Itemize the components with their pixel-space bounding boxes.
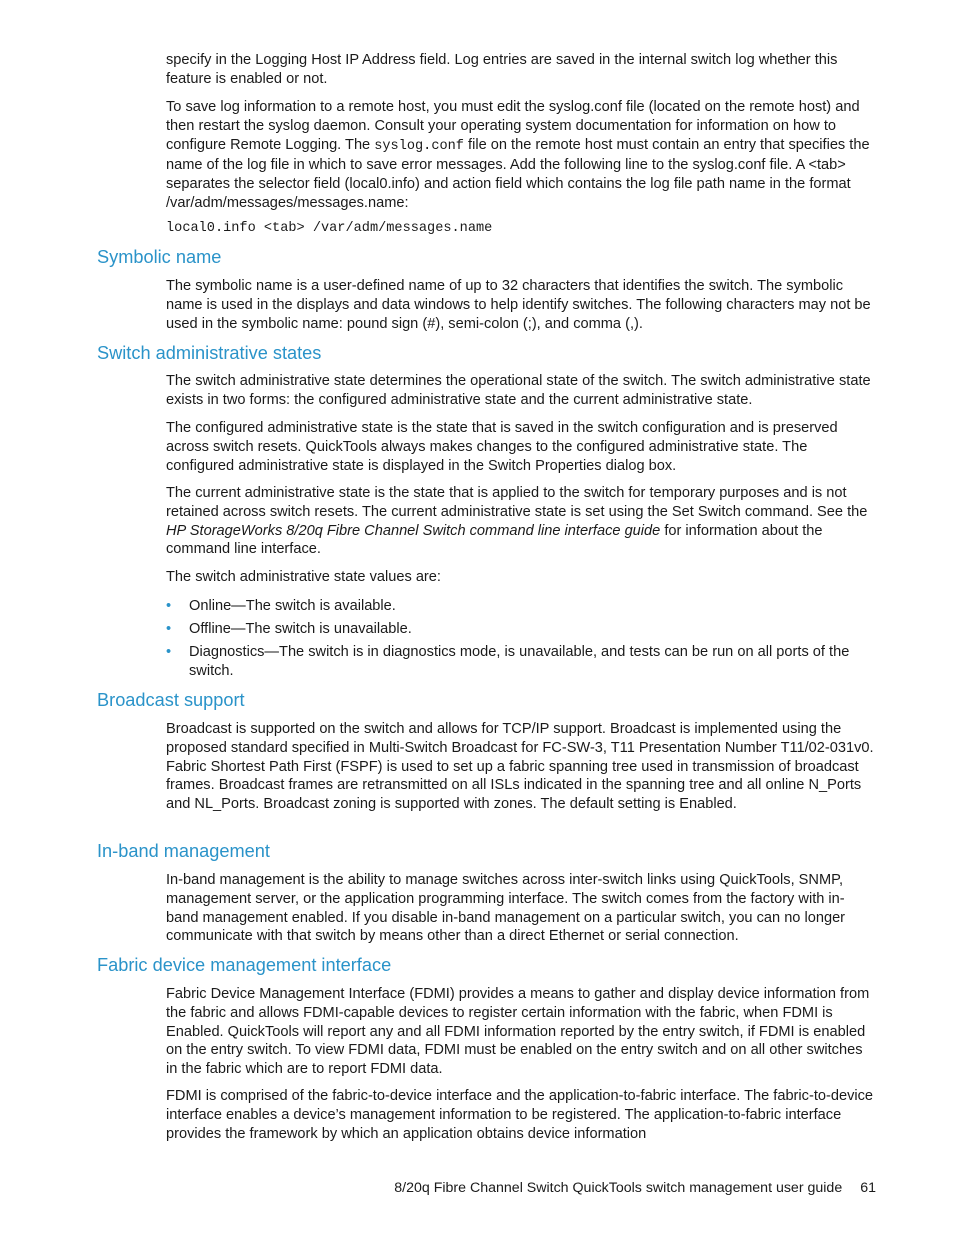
heading-fdmi: Fabric device management interface [97, 955, 392, 975]
list-item [166, 620, 874, 639]
fdmi-paragraph-1: Fabric Device Management Interface (FDMI) provides a means to gather and display device information from the fabric and allows FDMI-capable devices to register certain information with the fabric, when FDMI is Enabled. QuickTools will report any and all FDMI information reported by the entry switch, if FDMI is enabled on the entry switch. To view FDMI data, FDMI must be enabled on the entry switch and on all other switches in the fabric which are to report FDMI data. [166, 986, 870, 1078]
list-item [166, 643, 874, 681]
page-footer [394, 1179, 876, 1197]
list-item-text: Diagnostics—The switch is in diagnostics mode, is unavailable, and tests can be run on all ports of the switch. [189, 644, 850, 679]
heading-admin-states: Switch administrative states [97, 343, 322, 363]
intro-paragraph-2-end: file on the remote host must contain an entry that specifies the name of the log file in which to save error messages. Add the following line to the syslog.conf file. A <tab> separates the selector field (local0.info) and action field which contains the log file path name in the format /var/adm/messages/messages.name: [166, 136, 870, 211]
intro-paragraph-2-start: To save log information to a remote host, you must edit the syslog.conf file (located on the remote host) and then restart the syslog daemon. Consult your operating system documentation for information on how to configure Remote Logging. The [166, 99, 860, 153]
symbolic-paragraph: The symbolic name is a user-defined name of up to 32 characters that identifies the switch. The symbolic name is used in the displays and data windows to help identify switches. The following characters may not be used in the symbolic name: pound sign (#), semi-colon (;), and comma (,). [166, 278, 871, 332]
admin-state-list [166, 597, 874, 685]
list-item-text: Offline—The switch is unavailable. [189, 621, 412, 638]
bullet-icon: • [166, 644, 172, 661]
admin-paragraph-2: The configured administrative state is the state that is saved in the switch configuration and is preserved across switch resets. QuickTools always makes changes to the configured administrative state. The configured administrative state is displayed in the Switch Properties dialog box. [166, 420, 838, 474]
admin-paragraph-3 [166, 484, 874, 559]
bullet-icon: • [166, 621, 172, 638]
intro-paragraph-2 [166, 98, 874, 213]
list-item [166, 597, 874, 616]
admin-paragraph-3-end: for information about the command line interface. [166, 522, 823, 558]
admin-paragraph-1: The switch administrative state determines the operational state of the switch. The switch administrative state exists in two forms: the configured administrative state and the current administrative state. [166, 373, 871, 408]
footer-title: 8/20q Fibre Channel Switch QuickTools switch management user guide [394, 1180, 843, 1196]
page-number: 61 [860, 1180, 876, 1196]
cli-guide-title: HP StorageWorks 8/20q Fibre Channel Switch command line interface guide [166, 522, 661, 539]
heading-inband-management: In-band management [97, 841, 270, 861]
inband-paragraph: In-band management is the ability to manage switches across inter-switch links using QuickTools, SNMP, management server, or the application programming interface. The switch comes from the factory with in-band management enabled. If you disable in-band management on a particular switch, you can no longer communicate with that switch by means other than a direct Ethernet or serial connection. [166, 872, 846, 945]
admin-paragraph-4: The switch administrative state values are: [166, 569, 441, 585]
fdmi-paragraph-2: FDMI is comprised of the fabric-to-device interface and the application-to-fabric interface. The fabric-to-device interface enables a device’s management information to be registered. The application-to-fabric interface provides the framework by which an application obtains device information [166, 1088, 874, 1142]
code-line: local0.info <tab> /var/adm/messages.name [166, 221, 493, 236]
bullet-icon: • [166, 598, 172, 614]
admin-paragraph-3-start: The current administrative state is the state that is applied to the switch for temporary purposes and is not retained across switch resets. The current administrative state is set using the Set Switch command. See the [166, 485, 868, 520]
heading-broadcast-support: Broadcast support [97, 690, 245, 710]
syslog-conf-code: syslog.conf [374, 138, 464, 154]
intro-paragraph-1: specify in the Logging Host IP Address field. Log entries are saved in the internal switch log whether this feature is enabled or not. [166, 52, 838, 87]
heading-symbolic-name: Symbolic name [97, 247, 222, 267]
list-item-text: Online—The switch is available. [189, 598, 396, 614]
broadcast-paragraph: Broadcast is supported on the switch and allows for TCP/IP support. Broadcast is implemented using the proposed standard specified in Multi-Switch Broadcast for FC-SW-3, T11 Presentation Number T11/02-031v0. Fabric Shortest Path First (FSPF) is used to set up a fabric spanning tree used in transmission of broadcast frames. Broadcast frames are retransmitted on all ISLs indicated in the spanning tree and all online N_Ports and NL_Ports. Broadcast zoning is supported with zones. The default setting is Enabled. [166, 721, 874, 813]
